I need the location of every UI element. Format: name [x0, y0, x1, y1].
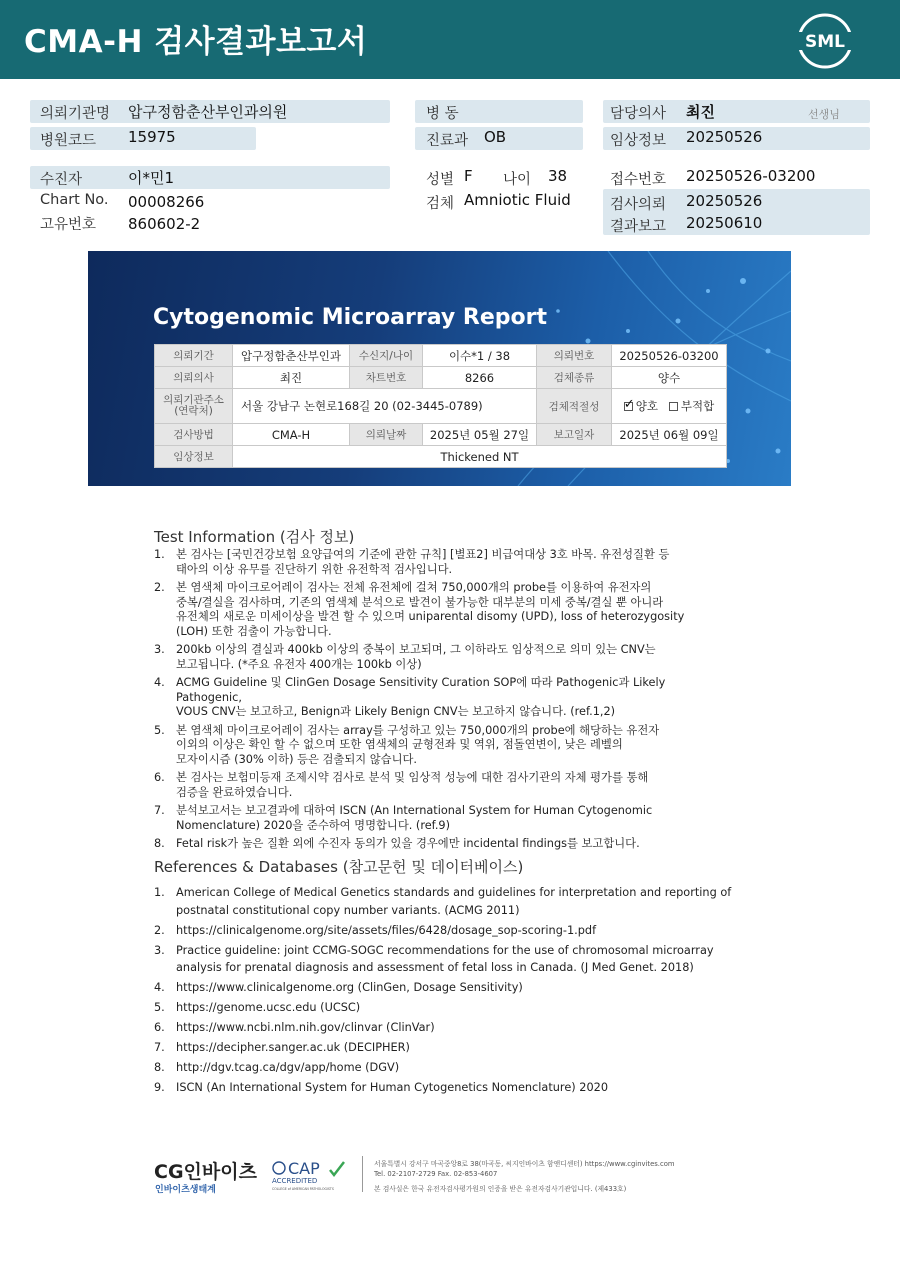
list-item	[154, 922, 734, 940]
chart-label: Chart No.	[40, 192, 109, 208]
report-value: 20250610	[686, 214, 763, 232]
list-item	[154, 771, 734, 800]
test-info-title: Test Information (검사 정보)	[154, 528, 355, 546]
list-item-line: Practice guideline: joint CCMG-SOGC recommendations for the use of chromosomal microarray	[176, 943, 714, 957]
cg-invites-sub: 인바이츠생태계	[155, 1185, 216, 1195]
suitability-good: 양호	[635, 399, 658, 413]
table-row	[155, 424, 727, 446]
cap-small: COLLEGE of AMERICAN PATHOLOGISTS	[272, 1187, 334, 1191]
references-list	[154, 884, 734, 1099]
list-item-line: https://www.clinicalgenome.org (ClinGen, Dosage Sensitivity)	[176, 981, 523, 994]
list-item-line: 본 검사는 [국민건강보험 요양급여의 기준에 관한 규칙] [별표2] 비급여대상 3호 바목. 유전성질환 등	[176, 548, 670, 561]
doctor-label: 담당의사	[610, 106, 667, 122]
table-cell: 임상정보	[155, 446, 233, 468]
list-item-number: 7.	[154, 1041, 165, 1054]
list-item-line: postnatal constitutional copy number variants. (ACMG 2011)	[176, 903, 520, 917]
cma-report-banner	[88, 251, 791, 486]
list-item-line: 유전체의 새로운 미세이상을 발견 할 수 있으며 uniparental disomy (UPD), loss of heterozygosity	[176, 610, 685, 623]
list-item-line: ISCN (An International System for Human Cytogenetics Nomenclature) 2020	[176, 1081, 609, 1094]
list-item-line: 200kb 이상의 결실과 400kb 이상의 중복이 보고되며, 그 이하라도 임상적으로 의미 있는 CNV는	[176, 643, 656, 656]
list-item-line: analysis for prenatal diagnosis and assessment of fetal loss in Canada. (J Med Genet. 2018)	[176, 961, 694, 974]
list-item-line: 중복/결실을 검사하며, 기존의 염색체 분석으로 발견이 불가능한 대부분의 미세 중복/결실 뿐 아니라	[176, 595, 664, 609]
list-item	[154, 1079, 734, 1097]
list-item	[154, 1039, 734, 1057]
checkbox-checked-icon	[624, 402, 633, 411]
uid-value: 860602-2	[128, 215, 201, 233]
list-item	[154, 581, 734, 639]
list-item	[154, 676, 734, 720]
table-cell: 20250526-03200	[612, 345, 727, 367]
request-table	[154, 344, 727, 468]
ward-label: 병 동	[426, 106, 459, 122]
list-item-line: http://dgv.tcag.ca/dgv/app/home (DGV)	[176, 1061, 400, 1074]
patient-label: 수진자	[40, 172, 83, 188]
list-item-number: 8.	[154, 837, 165, 850]
list-item-number: 7.	[154, 804, 165, 817]
request-value: 20250526	[686, 192, 763, 210]
institution-value: 압구정함춘산부인과의원	[128, 103, 288, 121]
list-item-line: 보고됩니다. (*주요 유전자 400개는 100kb 이상)	[176, 657, 422, 671]
table-row	[155, 345, 727, 367]
table-row	[155, 389, 727, 424]
sex-label: 성별	[426, 172, 455, 188]
list-item-number: 6.	[154, 1021, 165, 1034]
report-title: CMA-H 검사결과보고서	[24, 24, 368, 60]
table-cell: 2025년 05월 27일	[423, 424, 537, 446]
contact-label: (연락처)	[174, 405, 213, 417]
table-cell: 차트번호	[350, 367, 423, 389]
list-item-line: https://genome.ucsc.edu (UCSC)	[176, 1001, 361, 1014]
list-item-number: 8.	[154, 1061, 165, 1074]
table-cell: 수신지/나이	[350, 345, 423, 367]
table-cell: 이수*1 / 38	[423, 345, 537, 367]
list-item-line: 검증을 완료하였습니다.	[176, 785, 293, 799]
list-item	[154, 643, 734, 672]
list-item	[154, 942, 734, 977]
list-item-number: 4.	[154, 981, 165, 994]
list-item	[154, 1059, 734, 1077]
table-row	[155, 446, 727, 468]
header-bar	[0, 0, 900, 79]
suitability-bad: 부적합	[680, 399, 715, 413]
hospital-code-label: 병원코드	[40, 133, 97, 149]
table-cell: 2025년 06월 09일	[612, 424, 727, 446]
list-item-line: (LOH) 또한 검출이 가능합니다.	[176, 624, 332, 638]
clinical-value: 20250526	[686, 128, 763, 146]
specimen-label: 검체	[426, 196, 455, 212]
sex-value: F	[464, 167, 473, 185]
list-item-line: 모자이시즘 (30% 이하) 등은 검출되지 않습니다.	[176, 752, 417, 766]
footer-address: 서울특별시 강서구 마곡중앙8로 38(마곡동, 씨지인바이츠 함앤디센터) https://www.cginvites.com	[374, 1160, 675, 1168]
age-label: 나이	[503, 172, 532, 188]
list-item-number: 2.	[154, 581, 165, 594]
hospital-code-value: 15975	[128, 128, 176, 146]
suitability-cell	[612, 389, 727, 424]
list-item-number: 1.	[154, 548, 165, 561]
list-item-line: 분석보고서는 보고결과에 대하여 ISCN (An International System for Human Cytogenomic	[176, 804, 653, 817]
sml-logo-icon	[796, 12, 854, 70]
list-item-line: https://www.ncbi.nlm.nih.gov/clinvar (ClinVar)	[176, 1021, 435, 1034]
dept-value: OB	[484, 128, 507, 146]
list-item	[154, 1019, 734, 1037]
list-item-number: 6.	[154, 771, 165, 784]
table-cell: 의뢰날짜	[350, 424, 423, 446]
list-item-line: Fetal risk가 높은 질환 외에 수진자 동의가 있을 경우에만 incidental findings를 보고합니다.	[176, 837, 640, 850]
table-cell: 검사방법	[155, 424, 233, 446]
table-cell	[155, 389, 233, 424]
report-label: 결과보고	[610, 219, 667, 235]
doctor-suffix: 선생님	[808, 108, 840, 121]
age-value: 38	[548, 167, 568, 185]
table-cell: 의뢰기간	[155, 345, 233, 367]
dept-label: 진료과	[426, 133, 469, 149]
footer-phone: Tel. 02-2107-2729 Fax. 02-853-4607	[374, 1170, 498, 1178]
list-item-line: ACMG Guideline 및 ClinGen Dosage Sensitivity Curation SOP에 따라 Pathogenic과 Likely Pathogenic,	[176, 676, 666, 704]
list-item-number: 3.	[154, 943, 165, 957]
cap-main: CAP	[288, 1159, 320, 1178]
references-title: References & Databases (참고문헌 및 데이터베이스)	[154, 858, 524, 876]
address-label: 의뢰기관주소	[163, 394, 224, 406]
list-item-number: 5.	[154, 1001, 165, 1014]
checkbox-empty-icon	[669, 402, 678, 411]
list-item-number: 5.	[154, 723, 165, 737]
list-item-number: 1.	[154, 886, 165, 899]
patient-row	[30, 166, 390, 189]
footer-note: 본 검사실은 한국 유전자검사평가원의 인증을 받은 유전자검사기관입니다. (제433호)	[374, 1185, 627, 1193]
list-item-line: VOUS CNV는 보고하고, Benign과 Likely Benign CNV는 보고하지 않습니다. (ref.1,2)	[176, 705, 616, 718]
doctor-value: 최진	[686, 103, 715, 121]
table-cell: 의뢰번호	[537, 345, 612, 367]
clinical-label: 임상정보	[610, 133, 667, 149]
list-item-line: 본 염색체 마이크로어레이 검사는 array를 구성하고 있는 750,000개의 probe에 해당하는 유전자	[176, 723, 660, 737]
table-cell: Thickened NT	[233, 446, 727, 468]
list-item-line: https://clinicalgenome.org/site/assets/files/6428/dosage_sop-scoring-1.pdf	[176, 923, 597, 937]
list-item-number: 2.	[154, 923, 165, 937]
table-cell: 8266	[423, 367, 537, 389]
list-item	[154, 884, 734, 919]
table-cell: 보고일자	[537, 424, 612, 446]
receipt-value: 20250526-03200	[686, 167, 816, 185]
specimen-value: Amniotic Fluid	[464, 191, 571, 209]
list-item	[154, 979, 734, 997]
institution-label: 의뢰기관명	[40, 106, 111, 122]
list-item-line: 이외의 이상은 확인 할 수 없으며 또한 염색체의 균형전좌 및 역위, 점돌연변이, 낮은 레벨의	[176, 738, 623, 751]
list-item	[154, 548, 734, 577]
table-cell: 압구정함춘산부인과	[233, 345, 350, 367]
list-item	[154, 804, 734, 833]
list-item	[154, 999, 734, 1017]
list-item-number: 3.	[154, 643, 165, 656]
list-item-line: 본 염색체 마이크로어레이 검사는 전체 유전체에 걸쳐 750,000개의 probe를 이용하여 유전자의	[176, 581, 652, 594]
cg-invites-logo: CG인바이츠	[154, 1161, 257, 1183]
table-row	[155, 367, 727, 389]
list-item-line: 본 검사는 보험미등재 조제시약 검사로 분석 및 임상적 성능에 대한 검사기관의 자체 평가를 통해	[176, 771, 649, 784]
list-item	[154, 837, 734, 852]
table-cell: CMA-H	[233, 424, 350, 446]
banner-title: Cytogenomic Microarray Report	[153, 305, 547, 330]
table-cell: 양수	[612, 367, 727, 389]
list-item-line: 태아의 이상 유무를 진단하기 위한 유전학적 검사입니다.	[176, 562, 453, 576]
request-label: 검사의뢰	[610, 197, 667, 213]
footer-divider	[362, 1156, 363, 1192]
list-item-line: American College of Medical Genetics standards and guidelines for interpretation and reporting of	[176, 886, 732, 899]
chart-value: 00008266	[128, 193, 205, 211]
list-item-line: Nomenclature) 2020을 준수하여 명명합니다. (ref.9)	[176, 818, 451, 832]
table-cell: 의뢰의사	[155, 367, 233, 389]
list-item-line: https://decipher.sanger.ac.uk (DECIPHER)	[176, 1041, 410, 1054]
table-cell: 최진	[233, 367, 350, 389]
address-cell: 서울 강남구 논현로168길 20 (02-3445-0789)	[233, 389, 537, 424]
table-cell: 검체종류	[537, 367, 612, 389]
uid-label: 고유번호	[40, 217, 97, 233]
logo-text: SML	[805, 32, 845, 52]
list-item	[154, 724, 734, 768]
list-item-number: 9.	[154, 1081, 165, 1094]
cap-accredited-logo-icon	[272, 1156, 352, 1192]
patient-value: 이*민1	[128, 169, 175, 187]
list-item-number: 4.	[154, 676, 165, 689]
receipt-label: 접수번호	[610, 172, 667, 188]
test-info-list	[154, 548, 734, 856]
cap-sub: ACCREDITED	[272, 1177, 318, 1185]
table-cell: 검체적절성	[537, 389, 612, 424]
